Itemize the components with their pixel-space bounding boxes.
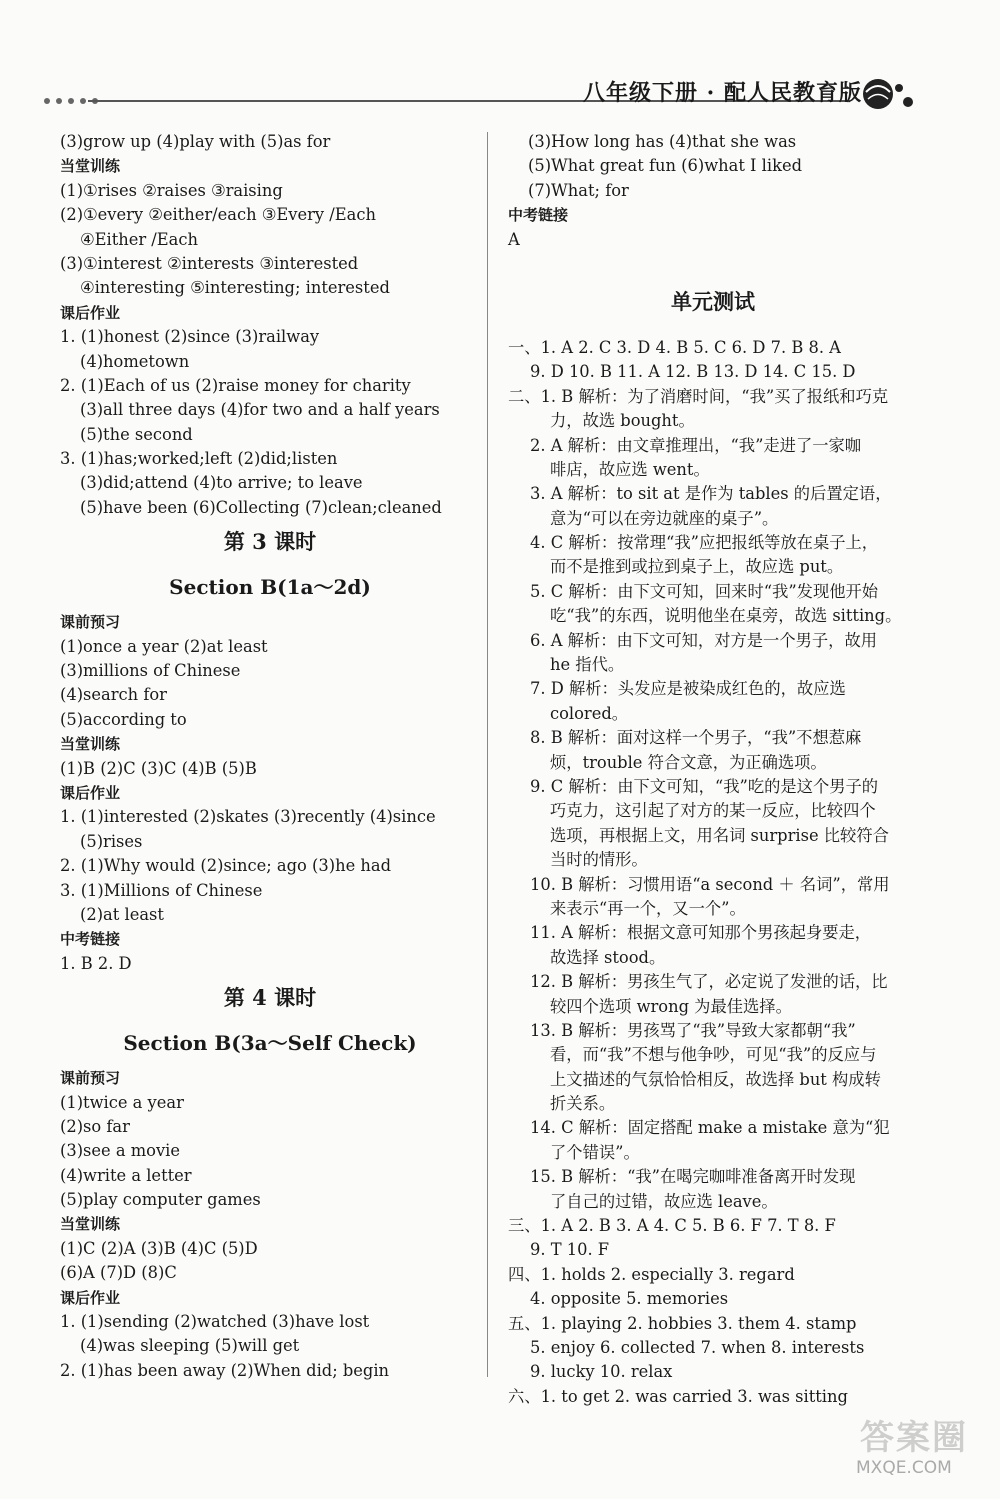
answer-line: (1)twice a year xyxy=(60,1092,184,1112)
explanation-text: 故选择 stood。 xyxy=(550,947,666,967)
question-number: 10. B xyxy=(530,874,574,894)
answer-line: 五、1. playing 2. hobbies 3. them 4. stamp xyxy=(508,1313,857,1333)
cloze-explanations xyxy=(508,385,918,1214)
answer-line: 四、1. holds 2. especially 3. regard xyxy=(508,1264,795,1284)
question-number: 4. C xyxy=(530,533,564,553)
explanation-item xyxy=(508,580,918,629)
subheading: 课前预习 xyxy=(60,613,121,632)
subheading: 当堂训练 xyxy=(60,1215,121,1234)
subheading: 中考链接 xyxy=(508,206,569,225)
answer-line: (2)at least xyxy=(80,904,164,924)
explanation-text: colored。 xyxy=(550,703,629,723)
section-heading: Section B(1a～2d) xyxy=(169,575,371,600)
explanation-item xyxy=(508,1165,918,1214)
explanation-text: 折关系。 xyxy=(550,1094,616,1114)
subheading: 中考链接 xyxy=(60,930,121,949)
explanation-text: 吃“我”的东西，说明他坐在桌旁，故选 sitting。 xyxy=(550,606,902,626)
explanation-text: 烦，trouble 符合文意，为正确选项。 xyxy=(550,752,827,772)
answer-line: 2. (1)Each of us (2)raise money for charity xyxy=(60,375,411,395)
explanation-text: he 指代。 xyxy=(550,655,625,675)
answer-line: 2. (1)Why would (2)since; ago (3)he had xyxy=(60,856,391,876)
explanation-text: 解析：男孩骂了“我”导致大家都朝“我” xyxy=(578,1020,856,1040)
answer-line: (1)B (2)C (3)C (4)B (5)B xyxy=(60,758,257,778)
question-number: 14. C xyxy=(530,1118,574,1138)
explanation-item xyxy=(508,775,918,873)
answer-line: (2)so far xyxy=(60,1116,130,1136)
explanation-text: 解析：由下文可知，回来时“我”发现他开始 xyxy=(568,581,879,601)
answer-line: 1. (1)interested (2)skates (3)recently (4)since xyxy=(60,807,436,827)
subheading: 课后作业 xyxy=(60,1288,121,1307)
question-number: 3. A xyxy=(530,484,563,504)
explanation-text: 解析：头发应是被染成红色的，故应选 xyxy=(568,679,846,699)
subheading: 当堂训练 xyxy=(60,735,121,754)
globe-icon xyxy=(858,72,918,116)
answer-line: (2)①every ②either/each ③Every /Each xyxy=(60,205,376,225)
explanation-item xyxy=(508,921,918,970)
header-title: 八年级下册 · 配人民教育版 xyxy=(583,80,862,106)
watermark-seal: 答案圈 xyxy=(860,1418,968,1458)
explanation-text: 解析：“我”在喝完咖啡准备离开时发现 xyxy=(578,1167,856,1187)
explanation-text: 上文描述的气氛恰恰相反，故选择 but 构成转 xyxy=(550,1069,881,1089)
answer-line: 六、1. to get 2. was carried 3. was sitting xyxy=(508,1386,848,1406)
question-number: 二、1. B xyxy=(508,386,574,406)
explanation-text: 力，故选 bought。 xyxy=(550,411,695,431)
answer-line: 9. D 10. B 11. A 12. B 13. D 14. C 15. D xyxy=(530,362,856,382)
explanation-text: 来表示“再一个，又一个”。 xyxy=(550,898,746,918)
explanation-text: 解析：面对这样一个男子，“我”不想惹麻 xyxy=(567,728,862,748)
unit-test-heading: 单元测试 xyxy=(671,288,755,314)
question-number: 2. A xyxy=(530,435,563,455)
explanation-text: 解析：由下文可知，对方是一个男子，故用 xyxy=(567,630,878,650)
answer-line: (3)How long has (4)that she was xyxy=(528,132,797,151)
answer-line: ④interesting ⑤interesting; interested xyxy=(80,278,390,298)
lesson-heading: 第 4 课时 xyxy=(223,985,317,1011)
answer-line: (3)millions of Chinese xyxy=(60,661,241,681)
question-number: 6. A xyxy=(530,630,563,650)
watermark-site: MXQE.COM xyxy=(856,1458,952,1478)
answer-line: 3. (1)Millions of Chinese xyxy=(60,880,263,900)
explanation-text: 巧克力，这引起了对方的某一反应，比较四个 xyxy=(550,801,876,821)
explanation-item xyxy=(508,482,918,531)
question-number: 15. B xyxy=(530,1167,574,1187)
explanation-text: 当时的情形。 xyxy=(550,850,648,870)
explanation-text: 解析：按常理“我”应把报纸等放在桌子上， xyxy=(568,533,879,553)
subheading: 课前预习 xyxy=(60,1069,121,1088)
question-number: 12. B xyxy=(530,972,574,992)
explanation-text: 啡店，故应选 went。 xyxy=(550,459,710,479)
explanation-item xyxy=(508,1116,918,1165)
answer-line: (5)according to xyxy=(60,709,187,729)
answer-line: 三、1. A 2. B 3. A 4. C 5. B 6. F 7. T 8. F xyxy=(508,1216,836,1236)
explanation-text: 解析：由文章推理出，“我”走进了一家咖 xyxy=(567,435,862,455)
answer-line: 1. (1)sending (2)watched (3)have lost xyxy=(60,1312,370,1332)
answer-line: (3)see a movie xyxy=(60,1141,181,1161)
explanation-text: 了自己的过错，故应选 leave。 xyxy=(550,1191,778,1211)
explanation-text: 而不是推到或拉到桌子上，故应选 put。 xyxy=(550,557,844,577)
column-divider xyxy=(487,132,488,1377)
answer-line: (6)A (7)D (8)C xyxy=(60,1263,177,1283)
explanation-text: 解析：为了消磨时间，“我”买了报纸和巧克 xyxy=(578,386,889,406)
question-number: 7. D xyxy=(530,679,564,699)
answer-line: (5)What great fun (6)what I liked xyxy=(528,156,802,176)
answer-line: 1. (1)honest (2)since (3)railway xyxy=(60,327,320,347)
left-column xyxy=(60,130,480,1383)
explanation-text: 解析：男孩生气了，必定说了发泄的话，比 xyxy=(578,972,888,992)
answer-line: 1. B 2. D xyxy=(60,953,132,973)
answer-line: (5)the second xyxy=(80,424,193,444)
subheading: 当堂训练 xyxy=(60,157,121,176)
answer-line: (3)did;attend (4)to arrive; to leave xyxy=(80,473,363,493)
explanation-text: 看，而“我”不想与他争吵，可见“我”的反应与 xyxy=(550,1045,877,1065)
question-number: 8. B xyxy=(530,728,563,748)
explanation-text: 解析：to sit at 是作为 tables 的后置定语， xyxy=(567,484,892,504)
answer-line: (3)①interest ②interests ③interested xyxy=(60,253,359,273)
explanation-text: 意为“可以在旁边就座的桌子”。 xyxy=(550,508,779,528)
explanation-text: 解析：习惯用语“a second ＋ 名词”，常用 xyxy=(578,874,890,894)
lesson-heading: 第 3 课时 xyxy=(223,529,317,555)
page-header xyxy=(0,0,1000,120)
answer-line: (1)C (2)A (3)B (4)C (5)D xyxy=(60,1238,258,1258)
answer-line: 4. opposite 5. memories xyxy=(530,1289,729,1309)
subheading: 课后作业 xyxy=(60,783,121,802)
answer-line: A xyxy=(508,229,520,249)
explanation-item xyxy=(508,726,918,775)
answer-line: ④Either /Each xyxy=(80,229,198,249)
explanation-text: 选项，再根据上文，用名词 surprise 比较符合 xyxy=(550,825,889,845)
answer-line: (5)play computer games xyxy=(60,1190,261,1210)
explanation-item xyxy=(508,531,918,580)
explanation-item xyxy=(508,970,918,1019)
answer-line: 9. lucky 10. relax xyxy=(530,1362,673,1382)
explanation-item xyxy=(508,677,918,726)
answer-line: 一、1. A 2. C 3. D 4. B 5. C 6. D 7. B 8. A xyxy=(508,337,841,357)
question-number: 11. A xyxy=(530,923,573,943)
answer-line: (5)have been (6)Collecting (7)clean;cleaned xyxy=(80,497,442,517)
answer-line: (7)What; for xyxy=(528,180,629,200)
explanation-item xyxy=(508,1019,918,1117)
explanation-item xyxy=(508,385,918,434)
explanation-item xyxy=(508,873,918,922)
answer-line: (5)rises xyxy=(80,831,143,851)
answer-line: (1)once a year (2)at least xyxy=(60,636,268,656)
answer-line: (4)was sleeping (5)will get xyxy=(80,1336,300,1356)
answer-line: 3. (1)has;worked;left (2)did;listen xyxy=(60,449,338,469)
answer-line: (4)search for xyxy=(60,685,167,705)
question-number: 9. C xyxy=(530,776,564,796)
explanation-text: 解析：由下文可知，“我”吃的是这个男子的 xyxy=(568,776,879,796)
answer-line: 5. enjoy 6. collected 7. when 8. interests xyxy=(530,1337,865,1357)
explanation-item xyxy=(508,434,918,483)
answer-line: (4)write a letter xyxy=(60,1165,192,1185)
question-number: 5. C xyxy=(530,581,564,601)
explanation-text: 较四个选项 wrong 为最佳选择。 xyxy=(550,996,792,1016)
answer-line: (3)grow up (4)play with (5)as for xyxy=(60,132,331,151)
answer-line: 2. (1)has been away (2)When did; begin xyxy=(60,1360,390,1380)
explanation-text: 了个错误”。 xyxy=(550,1142,640,1162)
subheading: 课后作业 xyxy=(60,303,121,322)
right-column xyxy=(508,130,918,1409)
explanation-item xyxy=(508,629,918,678)
explanation-text: 解析：根据文意可知那个男孩起身要走， xyxy=(578,923,872,943)
answer-line: (1)①rises ②raises ③raising xyxy=(60,180,283,200)
explanation-text: 解析：固定搭配 make a mistake 意为“犯 xyxy=(578,1118,890,1138)
answer-line: (3)all three days (4)for two and a half years xyxy=(80,400,440,420)
question-number: 13. B xyxy=(530,1020,574,1040)
answer-line: (4)hometown xyxy=(80,351,190,371)
answer-line: 9. T 10. F xyxy=(530,1240,610,1260)
section-heading: Section B(3a～Self Check) xyxy=(123,1031,417,1056)
